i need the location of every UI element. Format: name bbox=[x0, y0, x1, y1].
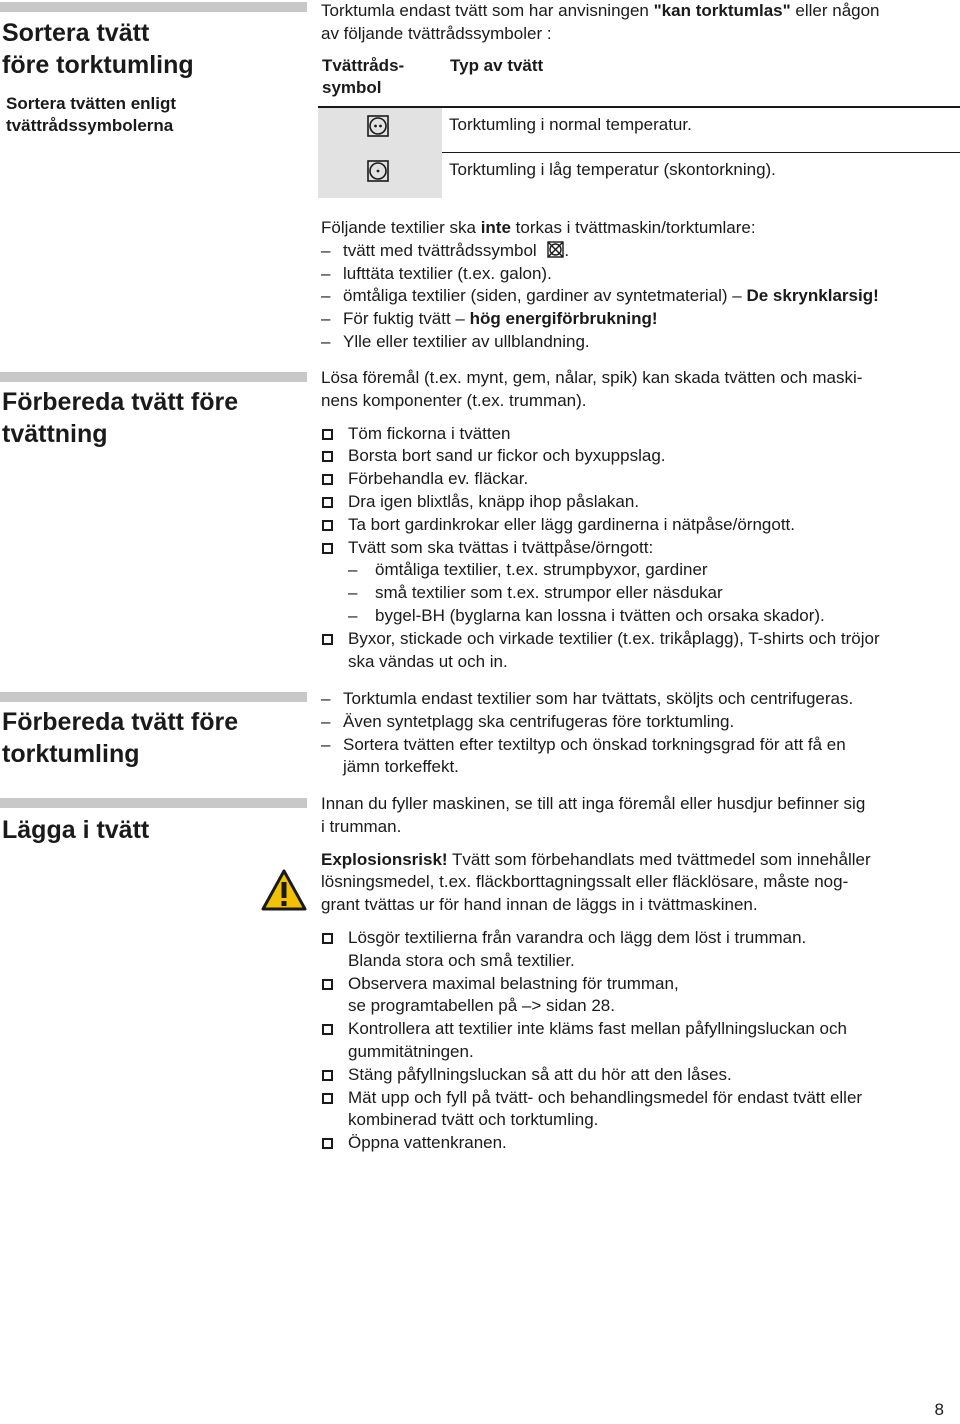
prep-wash-section: Lösa föremål (t.ex. mynt, gem, nålar, spik) kan skada tvätten och maski- nens komponenter (t.ex. trumman). Töm fickorna i tvätten Borsta bort sand ur fickor och byxuppslag. Förbehandla ev. fläckar. Dra igen blixtlås, knäpp ihop påslakan. Ta bort gardinkrokar eller lägg gardinerna i nätpåse/örngott. Tvätt som ska tvättas i tvättpåse/örngott: – ömtåliga textilier, t.ex. strumpbyxor, gardiner – små textilier som t.ex. strumpor eller näsdukar – bygel-BH (byglarna kan lossna i tvätten och orsaka skador). Byxor, stickade och virkade textilier (t.ex. trikåplagg), T-shirts och tröjor ska vändas ut och in. bbox=[321, 367, 951, 673]
list-item: – Ylle eller textilier av ullblandning. bbox=[321, 331, 590, 351]
list-item: Stäng påfyllningsluckan så att du hör att den låses. bbox=[321, 1064, 951, 1087]
checkbox-bullet-icon bbox=[322, 474, 333, 485]
not-dry-list: Följande textilier ska inte torkas i tvättmaskin/torktumlare: – tvätt med tvättrådssymbol . – lufttäta textilier (t.ex. galon). – ömtåliga textilier (siden, gardiner av syntetmaterial) – De skrynklarsig! – För fuktig tvätt – hög energiförbrukning! – Ylle eller textilier av ullblandning. bbox=[321, 217, 951, 354]
section-bar-forbereda-tork bbox=[0, 692, 307, 702]
list-item: – bygel-BH (byglarna kan lossna i tvätten och orsaka skador). bbox=[348, 605, 825, 625]
list-item: Lösgör textilierna från varandra och lägg dem löst i trumman. Blanda stora och små textilier. bbox=[321, 927, 951, 973]
list-item: – ömtåliga textilier, t.ex. strumpbyxor, gardiner bbox=[348, 560, 708, 580]
checkbox-bullet-icon bbox=[322, 634, 333, 645]
warning-text: Explosionsrisk! Tvätt som förbehandlats med tvättmedel som innehåller bbox=[321, 849, 871, 869]
checkbox-bullet-icon bbox=[322, 429, 333, 440]
checkbox-bullet-icon bbox=[322, 1138, 333, 1149]
heading-forbereda-tvatt: Förbereda tvätt före tvättning bbox=[2, 388, 239, 448]
do-not-tumble-dry-icon bbox=[547, 241, 564, 258]
list-item: – Sortera tvätten efter textiltyp och önskad torkningsgrad för att få en jämn torkeffekt. bbox=[321, 734, 846, 777]
page-number: 8 bbox=[934, 1400, 944, 1420]
section-bar-forbereda-tvatt bbox=[0, 372, 307, 382]
list-item: – Även syntetplagg ska centrifugeras före torktumling. bbox=[321, 711, 735, 731]
table-header-type: Typ av tvätt bbox=[450, 56, 544, 75]
heading-lagga: Lägga i tvätt bbox=[2, 816, 150, 844]
checkbox-bullet-icon bbox=[322, 497, 333, 508]
table-row-text: Torktumling i låg temperatur (skontorkning). bbox=[449, 160, 776, 179]
checkbox-bullet-icon bbox=[322, 543, 333, 554]
list-item: Dra igen blixtlås, knäpp ihop påslakan. bbox=[321, 491, 951, 514]
checkbox-bullet-icon bbox=[322, 1024, 333, 1035]
checkbox-bullet-icon bbox=[322, 1093, 333, 1104]
subheading-sortera: Sortera tvätten enligt tvättrådssymbolerna bbox=[6, 94, 177, 135]
checkbox-bullet-icon bbox=[322, 1070, 333, 1081]
tumble-dry-normal-icon bbox=[366, 114, 390, 138]
prep-dry-section bbox=[321, 688, 951, 779]
section-bar-sortera bbox=[0, 2, 307, 12]
list-item: Borsta bort sand ur fickor och byxuppslag. bbox=[321, 445, 951, 468]
table-row-text: Torktumling i normal temperatur. bbox=[449, 115, 692, 134]
list-item: Byxor, stickade och virkade textilier (t.ex. trikåplagg), T-shirts och tröjor ska vändas ut och in. bbox=[321, 628, 951, 674]
list-item: – För fuktig tvätt – hög energiförbrukning! bbox=[321, 309, 658, 329]
section-bar-lagga bbox=[0, 798, 307, 808]
list-item: – Torktumla endast textilier som har tvättats, sköljts och centrifugeras. bbox=[321, 689, 854, 708]
list-item: – ömtåliga textilier (siden, gardiner av syntetmaterial) – De skrynklarsig! bbox=[321, 286, 879, 306]
table-header-symbol: Tvättråds- symbol bbox=[322, 56, 405, 97]
list-item: Kontrollera att textilier inte kläms fast mellan påfyllningsluckan och gummitätningen. bbox=[321, 1018, 951, 1064]
list-item: Förbehandla ev. fläckar. bbox=[321, 468, 951, 491]
checkbox-bullet-icon bbox=[322, 451, 333, 462]
checkbox-bullet-icon bbox=[322, 520, 333, 531]
heading-sortera: Sortera tvätt före torktumling bbox=[2, 19, 194, 79]
list-item: Tvätt som ska tvättas i tvättpåse/örngott: bbox=[321, 537, 951, 560]
warning-icon bbox=[260, 868, 308, 912]
list-item: Ta bort gardinkrokar eller lägg gardinerna i nätpåse/örngott. bbox=[321, 514, 951, 537]
checkbox-bullet-icon bbox=[322, 933, 333, 944]
list-item: Mät upp och fyll på tvätt- och behandlingsmedel för endast tvätt eller kombinerad tvätt och torktumling. bbox=[321, 1087, 951, 1133]
list-item: – tvätt med tvättrådssymbol . bbox=[321, 240, 570, 260]
table-row-rule bbox=[442, 152, 960, 153]
heading-forbereda-tork: Förbereda tvätt före torktumling bbox=[2, 708, 239, 768]
list-item: Töm fickorna i tvätten bbox=[321, 423, 951, 446]
list-item: Observera maximal belastning för trumman, se programtabellen på –> sidan 28. bbox=[321, 973, 951, 1019]
list-item: Öppna vattenkranen. bbox=[321, 1132, 951, 1155]
intro-text: Torktumla endast tvätt som har anvisningen "kan torktumlas" eller någon av följande tvättrådssymboler : bbox=[321, 1, 880, 43]
list-item: – små textilier som t.ex. strumpor eller näsdukar bbox=[348, 583, 723, 603]
checkbox-bullet-icon bbox=[322, 979, 333, 990]
list-item: – lufttäta textilier (t.ex. galon). bbox=[321, 263, 552, 283]
load-section: Innan du fyller maskinen, se till att inga föremål eller husdjur befinner sig i trumman. Explosionsrisk! Tvätt som förbehandlats med tvättmedel som innehåller lösningsmedel, t.ex. fläckborttagningssalt eller fläcklösare, måste nog- grant tvättas ur för hand innan de läggs in i tvättmaskinen. Lösgör textilierna från varandra och lägg dem löst i trumman. Blanda stora och små textilier. Observera maximal belastning för trumman, se programtabellen på –> sidan 28. Kontrollera att textilier inte kläms fast mellan påfyllningsluckan och gummitätningen. Stäng påfyllningsluckan så att du hör att den låses. Mät upp och fyll på tvätt- och behandlingsmedel för endast tvätt eller kombinerad tvätt och torktumling. Öppna vattenkranen. bbox=[321, 793, 951, 1155]
tumble-dry-low-icon bbox=[366, 159, 390, 183]
